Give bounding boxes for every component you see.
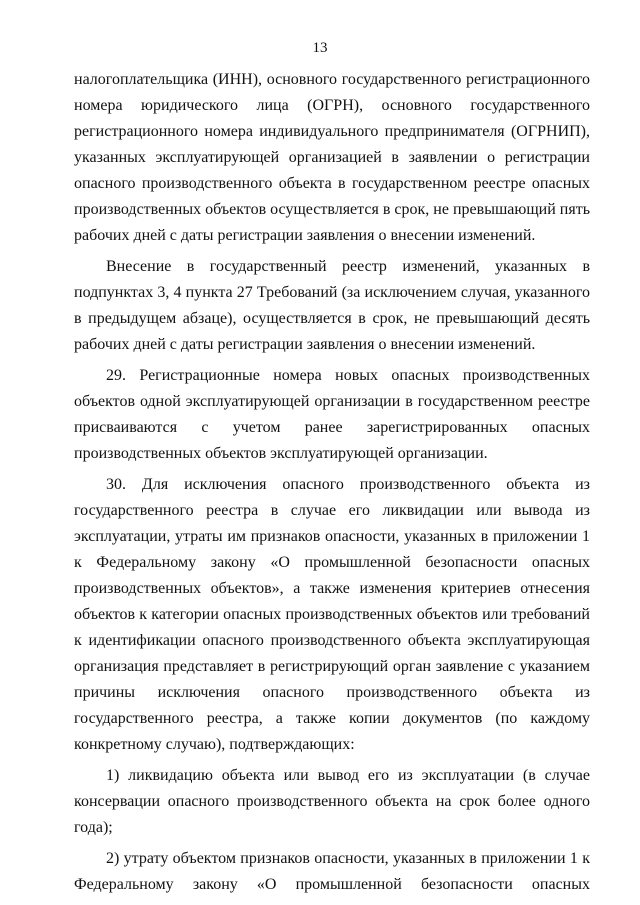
- paragraph-registry-changes: Внесение в государственный реестр изменений, указанных в подпунктах 3, 4 пункта 27 Требований (за исключением случая, указанного в предыдущем абзаце), осуществляется в срок, не превышающий десять рабочих дней с даты регистрации заявления о внесении изменений.: [74, 258, 590, 353]
- paragraph-30: 30. Для исключения опасного производственного объекта из государственного реестра в случае его ликвидации или вывода из эксплуатации, утраты им признаков опасности, указанных в приложении 1 к Федеральному закону «О промышленной безопасности опасных производственных объектов», а также изменения критериев отнесения объектов к категории опасных производственных объектов или требований к идентификации опасного производственного объекта эксплуатирующая организация представляет в регистрирующий орган заявление с указанием причины исключения опасного производственного объекта из государственного реестра, а также копии документов (по каждому конкретному случаю), подтверждающих:: [74, 476, 590, 753]
- list-item-2: 2) утрату объектом признаков опасности, указанных в приложении 1 к Федеральному закону «О промышленной безопасности опасных: [74, 850, 590, 893]
- paragraph-29: 29. Регистрационные номера новых опасных производственных объектов одной эксплуатирующей организации в государственном реестре присваиваются с учетом ранее зарегистрированных опасных производственных объектов эксплуатирующей организации.: [74, 367, 590, 462]
- page-number: 13: [312, 40, 328, 56]
- list-item-1: 1) ликвидацию объекта или вывод его из эксплуатации (в случае консервации опасного производственного объекта на срок более одного года);: [74, 767, 590, 836]
- paragraph-continuation: налогоплательщика (ИНН), основного государственного регистрационного номера юридического лица (ОГРН), основного государственного регистрационного номера индивидуального предпринимателя (ОГРНИП), указанных эксплуатирующей организацией в заявлении о регистрации опасного производственного объекта в государственном реестре опасных производственных объектов осуществляется в срок, не превышающий пять рабочих дней с даты регистрации заявления о внесении изменений.: [74, 71, 590, 244]
- document-body: [74, 67, 590, 898]
